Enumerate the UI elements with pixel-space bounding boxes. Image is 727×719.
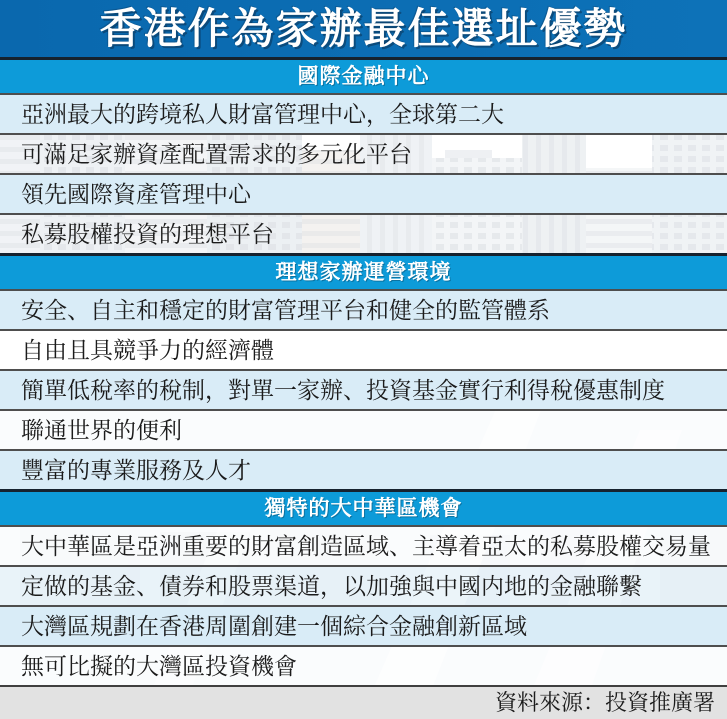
section-header-greater-china-opportunity (0, 489, 727, 525)
row-text: 豐富的專業服務及人才 (21, 456, 251, 483)
row-text: 私募股權投資的理想平台 (21, 220, 274, 247)
row-text: 無可比擬的大灣區投資機會 (21, 652, 297, 679)
table-row (0, 645, 727, 685)
row-text: 安全、自主和穩定的財富管理平台和健全的監管體系 (21, 296, 550, 323)
table-row (0, 565, 727, 605)
row-text: 定做的基金、債券和股票渠道，以加強與中國内地的金融聯繫 (21, 572, 642, 599)
table-row (0, 449, 727, 489)
section-header-international-finance (0, 57, 727, 93)
table-row (0, 605, 727, 645)
section-header-operating-environment (0, 253, 727, 289)
row-text: 可滿足家辦資產配置需求的多元化平台 (21, 140, 412, 167)
table-row (0, 409, 727, 449)
row-text: 大中華區是亞洲重要的財富創造區域、主導着亞太的私募股權交易量 (21, 532, 711, 559)
title-bar (0, 0, 727, 57)
row-text: 簡單低稅率的稅制，對單一家辦、投資基金實行利得稅優惠制度 (21, 376, 665, 403)
table-row (0, 369, 727, 409)
row-text: 自由且具競爭力的經濟體 (21, 336, 274, 363)
table-row (0, 289, 727, 329)
table-row (0, 133, 727, 173)
section-header-label: 理想家辦運營環境 (275, 261, 452, 284)
section-header-label: 獨特的大中華區機會 (264, 497, 463, 520)
section-header-label: 國際金融中心 (297, 65, 430, 88)
table-row (0, 329, 727, 369)
table-row (0, 525, 727, 565)
row-text: 亞洲最大的跨境私人財富管理中心，全球第二大 (21, 100, 504, 127)
row-text: 聯通世界的便利 (21, 416, 182, 443)
table-row (0, 213, 727, 253)
table-row (0, 173, 727, 213)
row-text: 大灣區規劃在香港周圍創建一個綜合金融創新區域 (21, 612, 527, 639)
table-row (0, 93, 727, 133)
row-text: 領先國際資產管理中心 (21, 180, 251, 207)
footer-source-bar (0, 685, 727, 719)
source-note: 資料來源：投資推廣署 (494, 690, 715, 715)
page-title: 香港作為家辦最佳選址優勢 (99, 4, 628, 52)
